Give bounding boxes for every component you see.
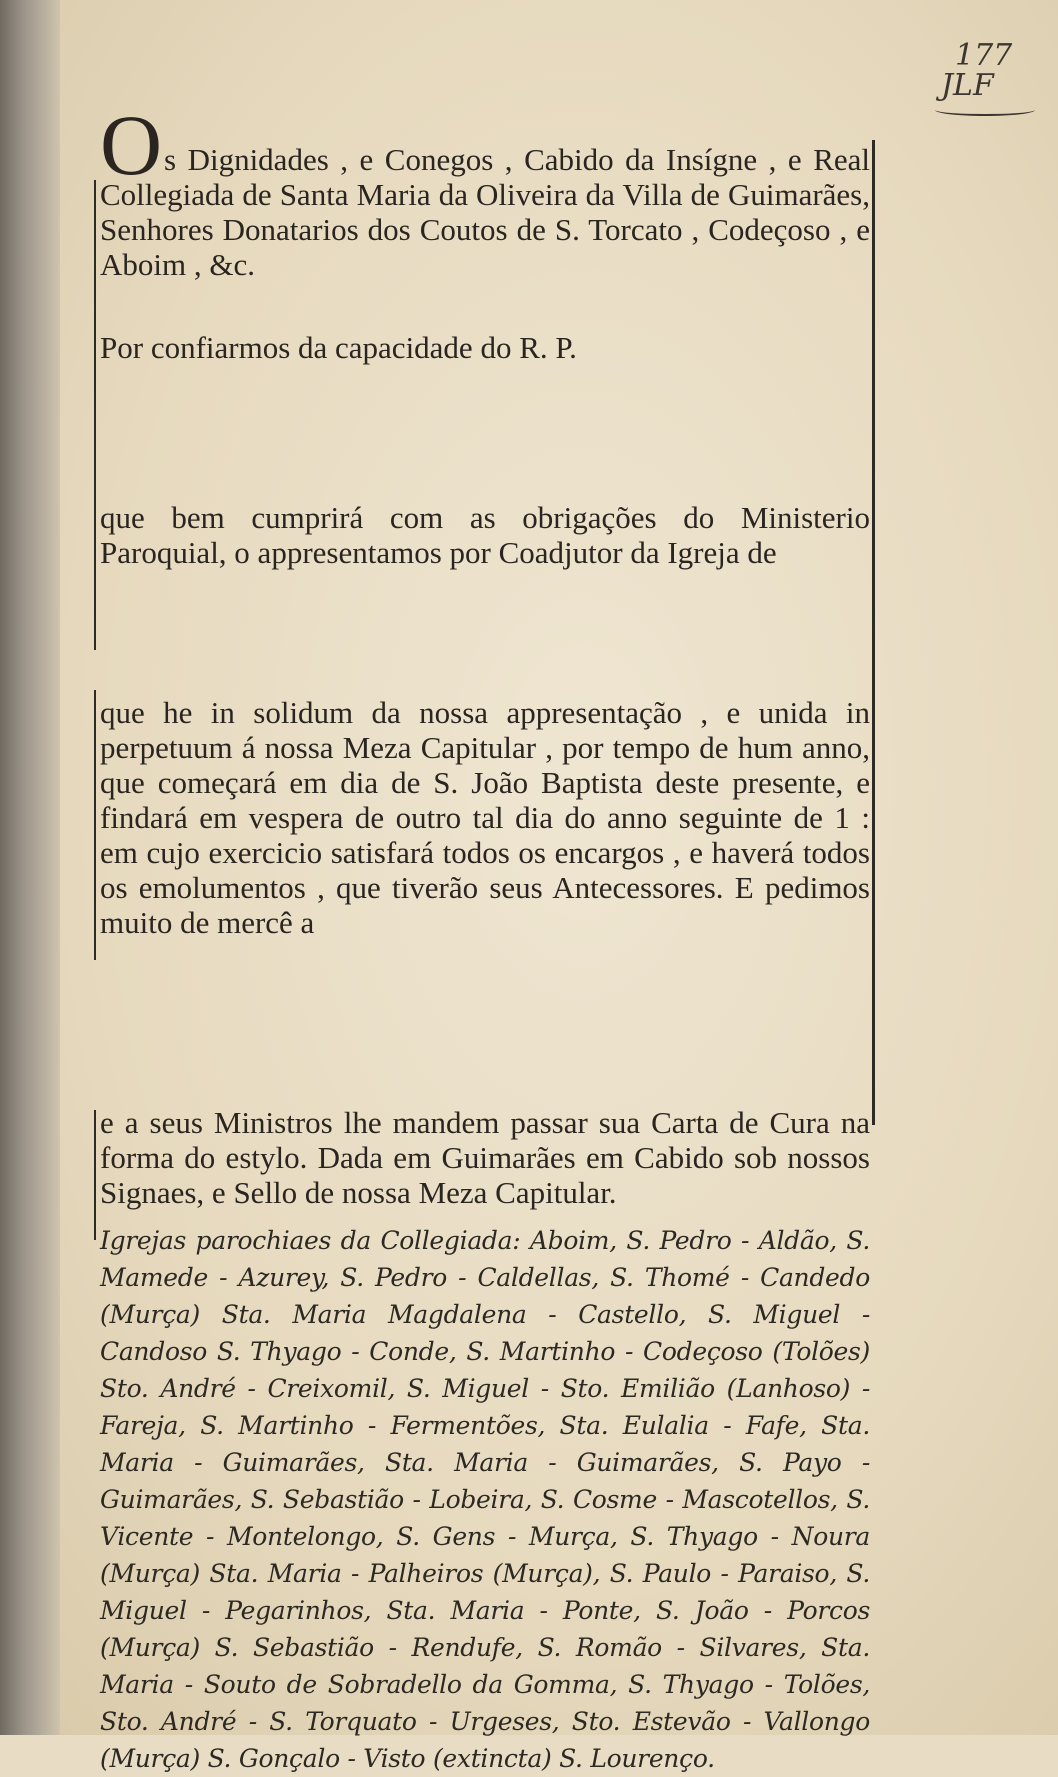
- book-gutter: [0, 0, 60, 1735]
- handwritten-parish-list: Igrejas parochiaes da Collegiada: Aboim, S. Pedro - Aldão, S. Mamede - Azurey, S. Pedro - Caldellas, S. Thomé - Candedo (Murça) Sta. Maria Magdalena - Castello, S. Miguel - Candoso S. Thyago - Conde, S. Martinho - Codeçoso (Tolões) Sto. André - Creixomil, S. Miguel - Sto. Emilião (Lanhoso) - Fareja, S. Martinho - Fermentões, Sta. Eulalia - Fafe, Sta. Maria - Guimarães, Sta. Maria - Guimarães, S. Payo - Guimarães, S. Sebastião - Lobeira, S. Cosme - Mascotellos, S. Vicente - Montelongo, S. Gens - Murça, S. Thyago - Noura (Murça) Sta. Maria - Palheiros (Murça), S. Paulo - Paraiso, S. Miguel - Pegarinhos, Sta. Maria - Ponte, S. João - Porcos (Murça) S. Sebastião - Rendufe, S. Romão - Silvares, Sta. Maria - Souto de Sobradello da Gomma, S. Thyago - Tolões, Sto. André - S. Torquato - Urgeses, Sto. Estevão - Vallongo (Murça) S. Gonçalo - Visto (extincta) S. Lourenço.: [100, 1226, 870, 1773]
- folio-initials: JLF: [941, 68, 994, 103]
- right-margin-rule: [872, 140, 875, 1125]
- paragraph-closing: e a seus Ministros lhe mandem passar sua Carta de Cura na forma do estylo. Dada em Guimarães em Cabido sob nossos Signaes, e Sello de nossa Meza Capitular.: [100, 1105, 870, 1210]
- paragraph-confidence: Por confiarmos da capacidade do R. P.: [100, 330, 577, 365]
- left-margin-rule-lower: [94, 1110, 96, 1240]
- heading-paragraph: s Dignidades , e Conegos , Cabido da Insígne , e Real Collegiada de Santa Maria da Oliveira da Villa de Guimarães, Senhores Donatarios dos Coutos de S. Torcato , Codeçoso , e Aboim , &c.: [100, 142, 870, 282]
- folio-annotation: [935, 38, 1045, 118]
- paragraph-presentation: que bem cumprirá com as obrigações do Ministerio Paroquial, o appresentamos por Coadjutor da Igreja de: [100, 500, 870, 570]
- paragraph-term: que he in solidum da nossa appresentação , e unida in perpetuum á nossa Meza Capitular , por tempo de hum anno, que começará em dia de S. João Baptista deste presente, e findará em vespera de outro tal dia do anno seguinte de 1 : em cujo exercicio satisfará todos os encargos , e haverá todos os emolumentos , que tiverão seus Antecessores. E pedimos muito de mercê a: [100, 695, 870, 940]
- left-margin-rule-middle: [94, 690, 96, 960]
- folio-flourish: [935, 104, 1035, 116]
- drop-cap: O: [100, 97, 163, 193]
- folio-number: 177: [955, 38, 1013, 73]
- left-margin-rule-upper: [94, 180, 96, 650]
